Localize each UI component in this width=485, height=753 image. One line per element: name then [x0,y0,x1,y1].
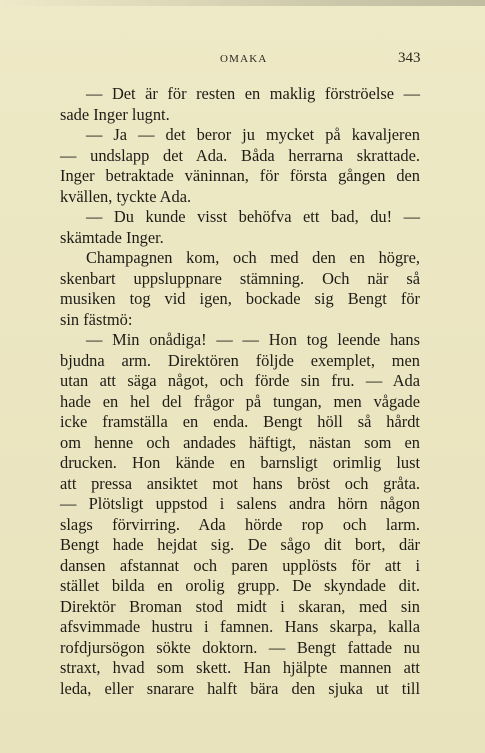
text-line: — Ja — det beror ju mycket på kavaljeren [86,125,420,144]
text-line: Bengt hade hejdat sig. De sågo dit bort, där [60,535,420,554]
text-line: Champagnen kom, och med den en högre, [86,248,420,267]
text-line: — Plötsligt uppstod i salens andra hörn någon [60,494,420,513]
body-text [60,84,420,699]
text-line: slags förvirring. Ada hörde rop och larm. [60,514,420,534]
text-line: kvällen, tyckte Ada. [60,186,192,206]
text-line: sade Inger lugnt. [60,104,170,124]
text-line: att pressa ansiktet mot hans bröst och gråta. [60,473,420,493]
text-line: — Du kunde visst behöfva ett bad, du! — [86,207,420,226]
text-line: straxt, hvad som skett. Han hjälpte mannen att [60,658,420,677]
text-line: sin fästmö: [60,309,133,329]
text-line: — undslapp det Ada. Båda herrarna skrattade. [60,145,420,165]
text-line: utan att säga något, och förde sin fru. — Ada [60,371,420,390]
text-line: — Det är för resten en maklig förströelse — [86,84,420,103]
text-line: musiken tog vid igen, bockade sig Bengt för [60,289,420,308]
text-line: Inger betraktade väninnan, för första gången den [60,166,420,185]
text-line: skenbart uppsluppnare stämning. Och när så [60,268,420,288]
text-line: afsvimmade hustru i famnen. Hans skarpa, kalla [60,617,420,636]
text-line: — Min onådiga! — — Hon tog leende hans [86,330,420,349]
text-line: hade en hel del frågor på tungan, men vågade [60,391,420,411]
text-line: bjudna arm. Direktören följde exemplet, men [60,350,420,370]
text-line: Direktör Broman stod midt i skaran, med sin [60,596,420,616]
running-title: OMAKA [220,53,268,65]
page-top-edge [0,0,485,6]
text-line: dansen afstannat och paren upplösts för att i [60,555,420,575]
text-line: icke framställa en enda. Bengt höll så hårdt [60,412,420,431]
text-line: skämtade Inger. [60,227,164,247]
text-line: om henne och andades häftigt, nästan som en [60,432,420,452]
running-head [0,50,485,70]
page-number: 343 [398,50,421,66]
text-line: rofdjursögon sökte doktorn. — Bengt fattade nu [60,637,420,657]
text-line: drucken. Hon kände en barnsligt orimlig lust [60,453,420,472]
text-line: stället bilda en orolig grupp. De skyndade dit. [60,576,420,595]
text-line: leda, eller snarare halft bära den sjuka ut till [60,678,420,698]
